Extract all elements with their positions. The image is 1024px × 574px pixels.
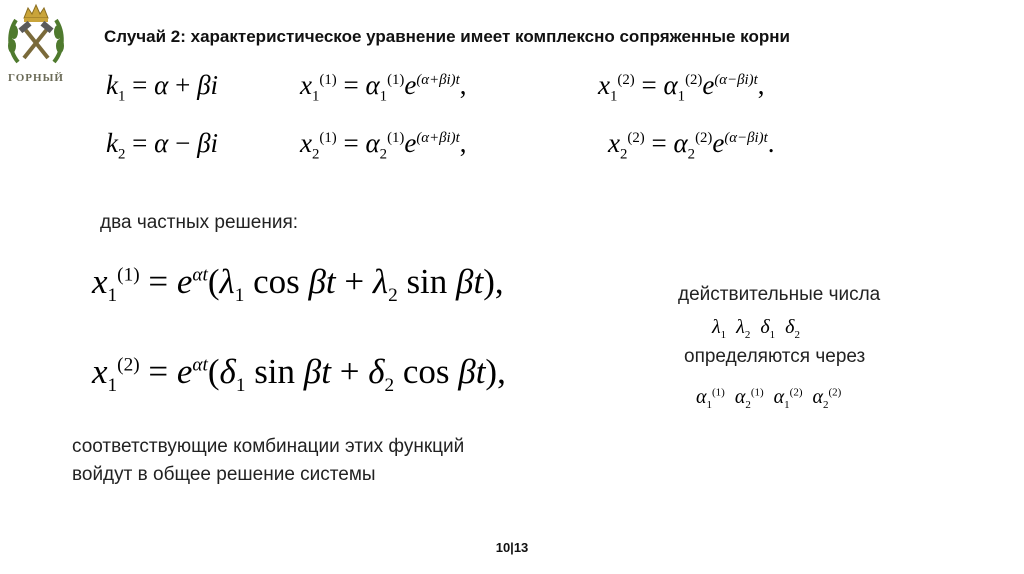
equation-x2-1: $x_2^{(1)} = \alpha_2^{(1)}e^{(\alpha+\beta i)t}$, [300,128,467,163]
equation-x1-2: $x_1^{(2)} = \alpha_1^{(2)}e^{(\alpha-\beta i)t}$, [598,70,765,105]
page-number: 10|13 [495,540,529,555]
equation-k1: $k_1 = \alpha + \beta i$ [106,70,219,105]
logo-caption: ГОРНЫЙ [8,72,64,84]
determined-by-label: определяются через [684,346,866,367]
two-solutions-label: два частных решения: [100,212,299,233]
equation-x2-2: $x_2^{(2)} = \alpha_2^{(2)}e^{(\alpha-\beta i)t}$. [608,128,775,163]
equation-k2: $k_2 = \alpha - \beta i$ [106,128,219,163]
solution-2: $x_1^{(2)} = e^{\alpha t}(\delta_1$ $\sin \beta t + \delta_2$ cos βt), [92,352,506,396]
real-numbers-label: действительные числа [678,284,881,305]
alpha-coefficients: $\alpha_1^{(1)}$ $\alpha_2^{(1)}$ $\alpha_1^{(2)}$ $\alpha_2^{(2)}$ [696,386,842,411]
combination-line-1: соответствующие комбинации этих функций [72,436,465,457]
crown-emblem-icon [4,2,68,72]
solution-1: $x_1^{(1)} = e^{\alpha t}(\lambda_1$ $\cos \beta t + \lambda_2$ sin βt), [92,262,504,306]
equation-x1-1: $x_1^{(1)} = \alpha_1^{(1)}e^{(\alpha+\beta i)t}$, [300,70,467,105]
combination-line-2: войдут в общее решение системы [72,464,376,485]
coefficients-list: $\lambda_1$ $\lambda_2$ $\delta_1$ $\delta_2$ [712,316,800,341]
slide-title: Случай 2: характеристическое уравнение имеет комплексно сопряженные корни [104,27,790,46]
